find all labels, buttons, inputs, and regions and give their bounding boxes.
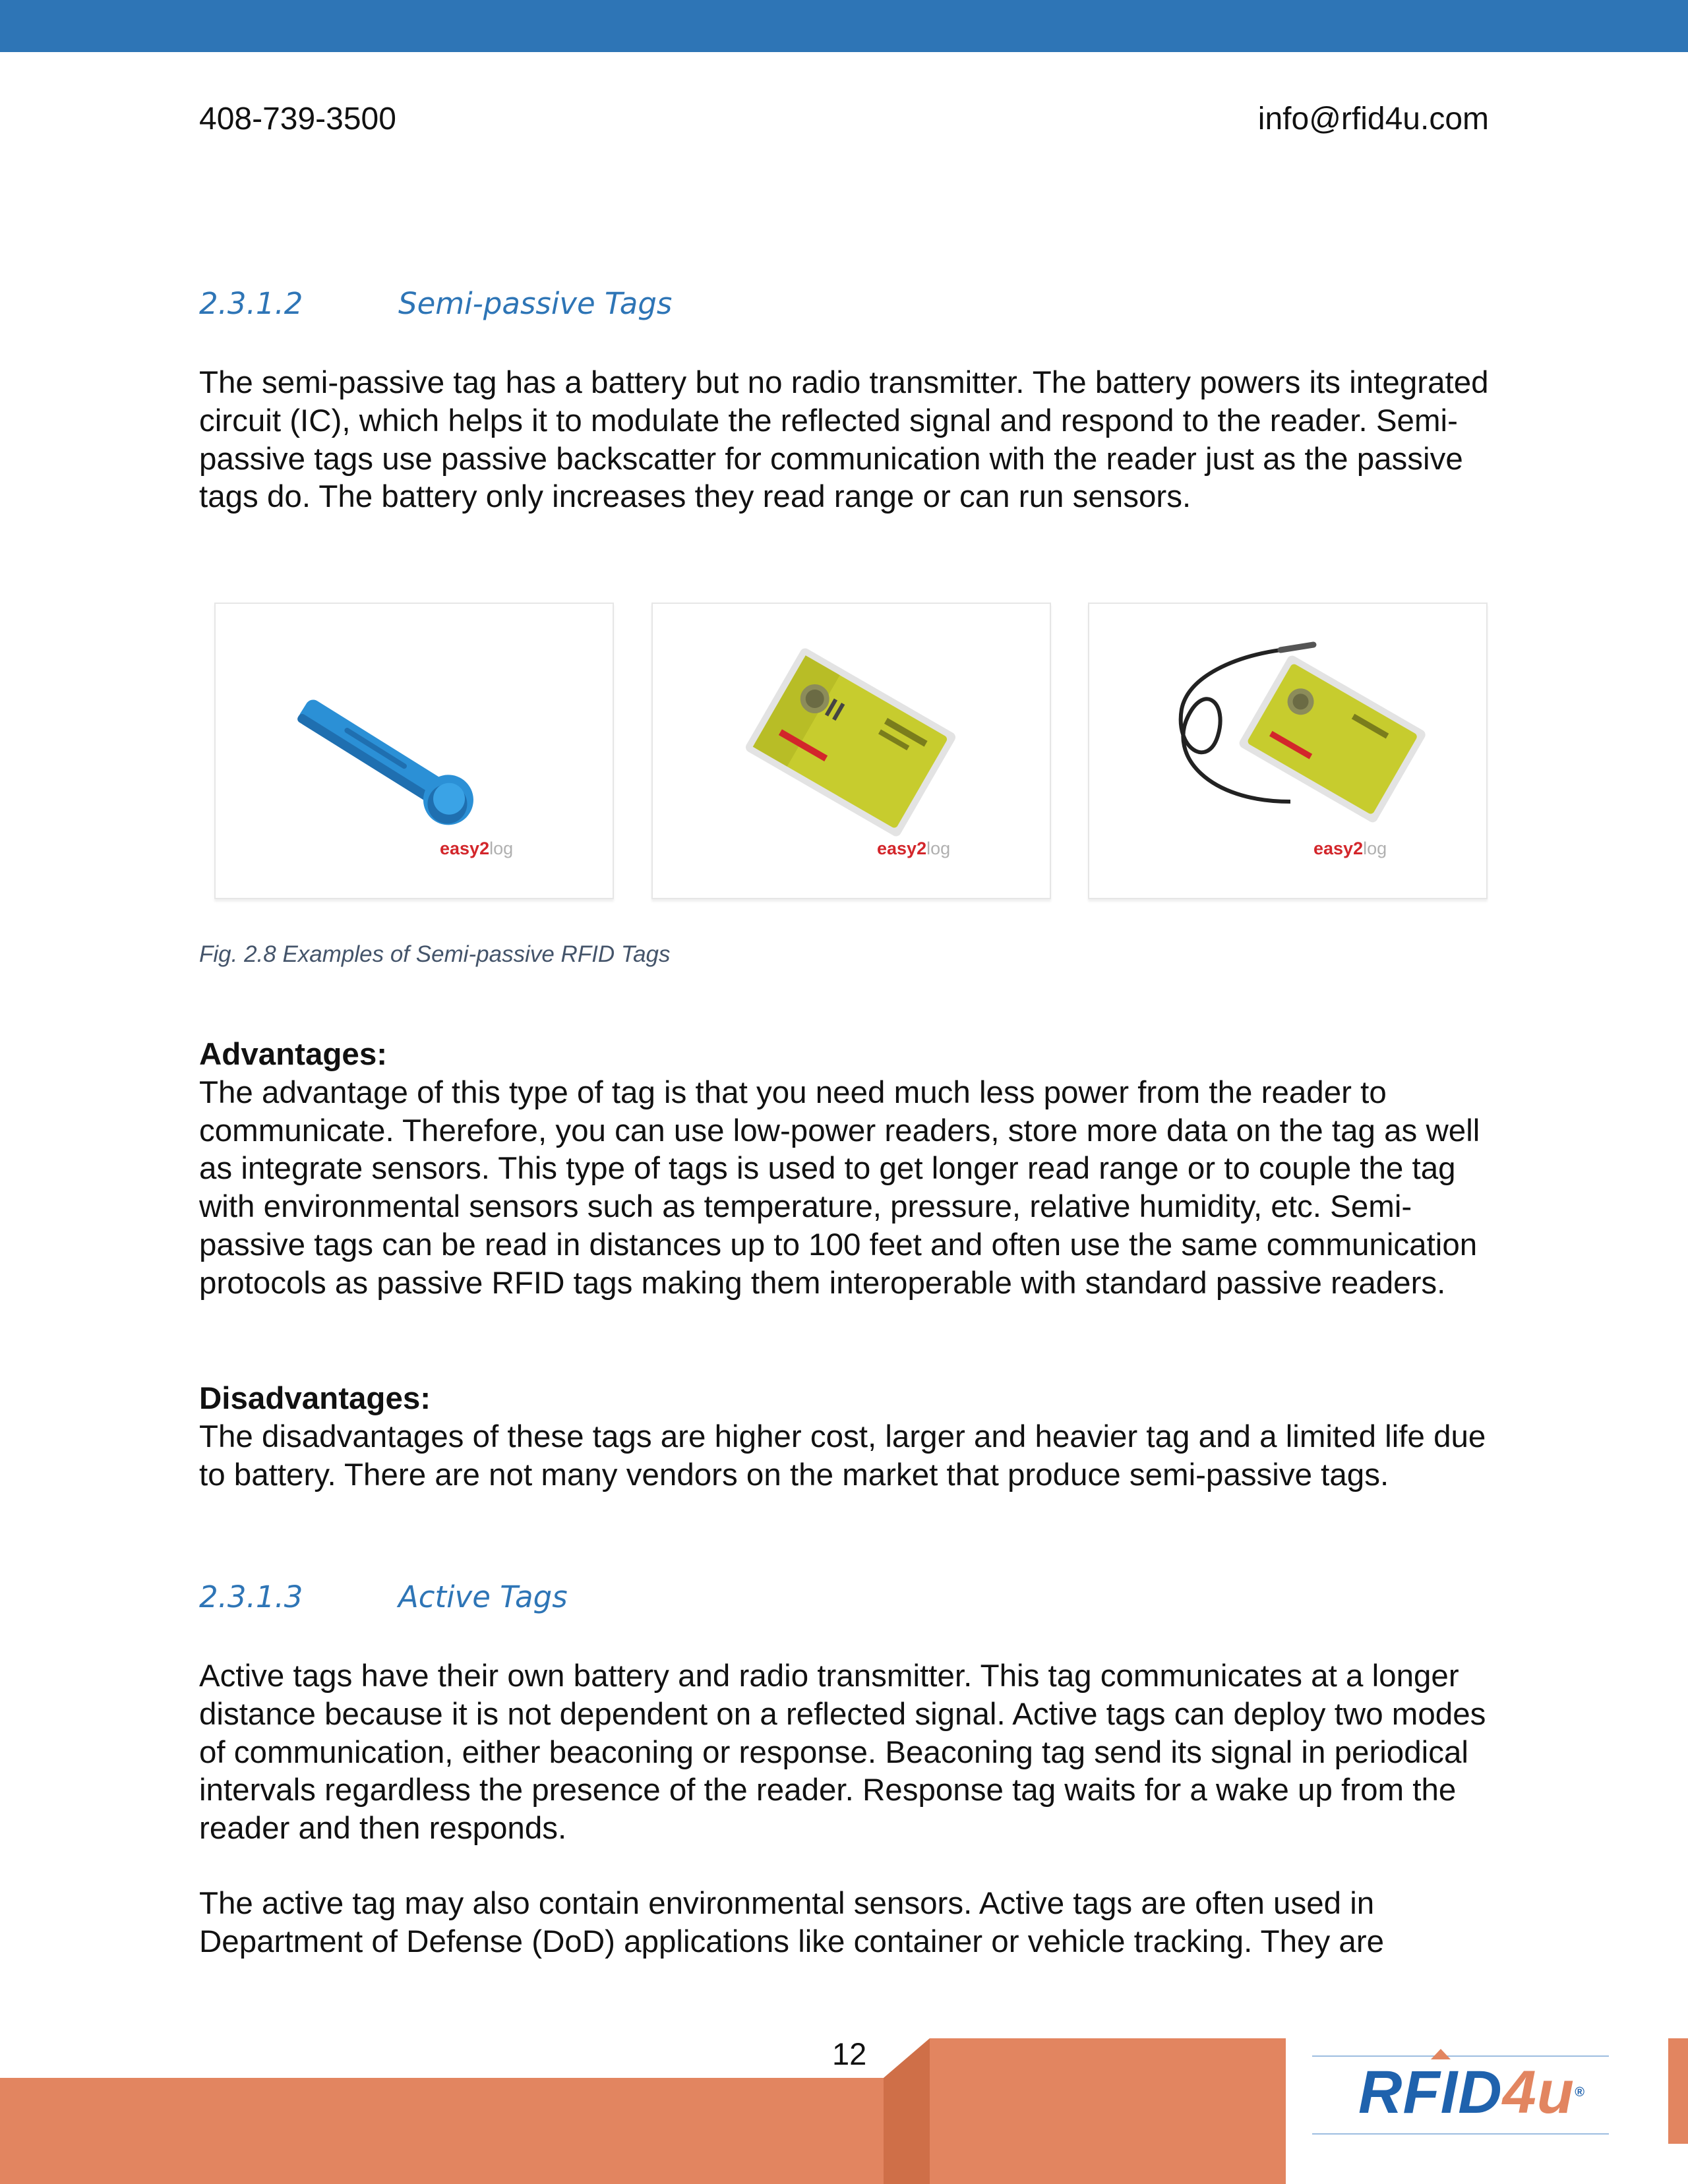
section-number: 2.3.1.3 — [199, 1579, 303, 1614]
disadvantages-text: The disadvantages of these tags are higher cost, larger and heavier tag and a limited life due to battery. There are not many vendors on the market that produce semi-passive tags. — [199, 1419, 1486, 1492]
header-phone: 408-739-3500 — [199, 102, 396, 136]
page-number: 12 — [832, 2036, 867, 2071]
section-number: 2.3.1.2 — [199, 286, 303, 321]
advantages-heading: Advantages: — [199, 1037, 388, 1072]
semi-passive-intro-paragraph: The semi-passive tag has a battery but no radio transmitter. The battery powers its integrated circuit (IC), which helps it to modulate the reflected signal and respond to the reader. Semi-passive tags use passive backscatter for communication with the reader just as the passive tags do. The battery only increases they read range or can run sensors. — [199, 365, 1489, 515]
probe-logger-illustration — [1089, 604, 1489, 900]
advantages-block — [199, 1036, 1492, 1303]
footer-band — [0, 2078, 897, 2184]
active-tags-paragraph-1: Active tags have their own battery and radio transmitter. This tag communicates at a longer distance because it is not dependent on a reflected signal. Active tags can deploy two modes of communication, either beaconing or response. Beaconing tag send its signal in periodical intervals regardless the presence of the reader. Response tag waits for a wake up from the reader and then responds. — [199, 1659, 1486, 1846]
brand-logo-easy2log: easy2log — [1313, 839, 1387, 858]
logo-rule-bottom — [1312, 2133, 1609, 2135]
blue-tag-illustration — [216, 604, 615, 900]
figure-caption: Fig. 2.8 Examples of Semi-passive RFID Tags — [199, 941, 671, 967]
disadvantages-block — [199, 1380, 1492, 1494]
header-email: info@rfid4u.com — [1257, 102, 1489, 136]
logo-triangle-icon — [1431, 2049, 1451, 2059]
figure-image-yellow-logger — [651, 603, 1051, 899]
section-heading-semi-passive — [199, 284, 672, 324]
section-title: Semi-passive Tags — [398, 286, 673, 321]
rfid4u-logo — [1312, 2049, 1615, 2141]
active-tags-paragraph-2: The active tag may also contain environmental sensors. Active tags are often used in Department of Defense (DoD) applications like container or vehicle tracking. They are — [199, 1886, 1385, 1959]
disadvantages-heading: Disadvantages: — [199, 1381, 431, 1416]
logo-rule-top — [1312, 2055, 1609, 2057]
brand-logo-easy2log: easy2log — [440, 839, 514, 858]
figure-image-row — [214, 603, 1490, 903]
yellow-logger-illustration — [653, 604, 1052, 900]
logo-text: RFID4u® — [1358, 2059, 1585, 2126]
figure-image-probe-logger — [1088, 603, 1488, 899]
advantages-text: The advantage of this type of tag is that you need much less power from the reader to communicate. Therefore, you can use low-power readers, store more data on the tag as well as integrate sensors. This type of tags is used to get longer read range or to couple the tag with environmental sensors such as temperature, pressure, relative humidity, etc. Semi-passive tags can be read in distances up to 100 feet and often use the same communication protocols as passive RFID tags making them interoperable with standard passive readers. — [199, 1075, 1480, 1301]
brand-logo-easy2log: easy2log — [877, 839, 951, 858]
footer-block — [930, 2038, 1286, 2184]
section-heading-active — [199, 1578, 568, 1617]
footer-edge — [1668, 2038, 1688, 2144]
top-color-bar — [0, 0, 1688, 52]
section-title: Active Tags — [398, 1579, 568, 1614]
footer-fold-shape — [884, 2038, 936, 2184]
figure-image-blue-tag — [214, 603, 614, 899]
